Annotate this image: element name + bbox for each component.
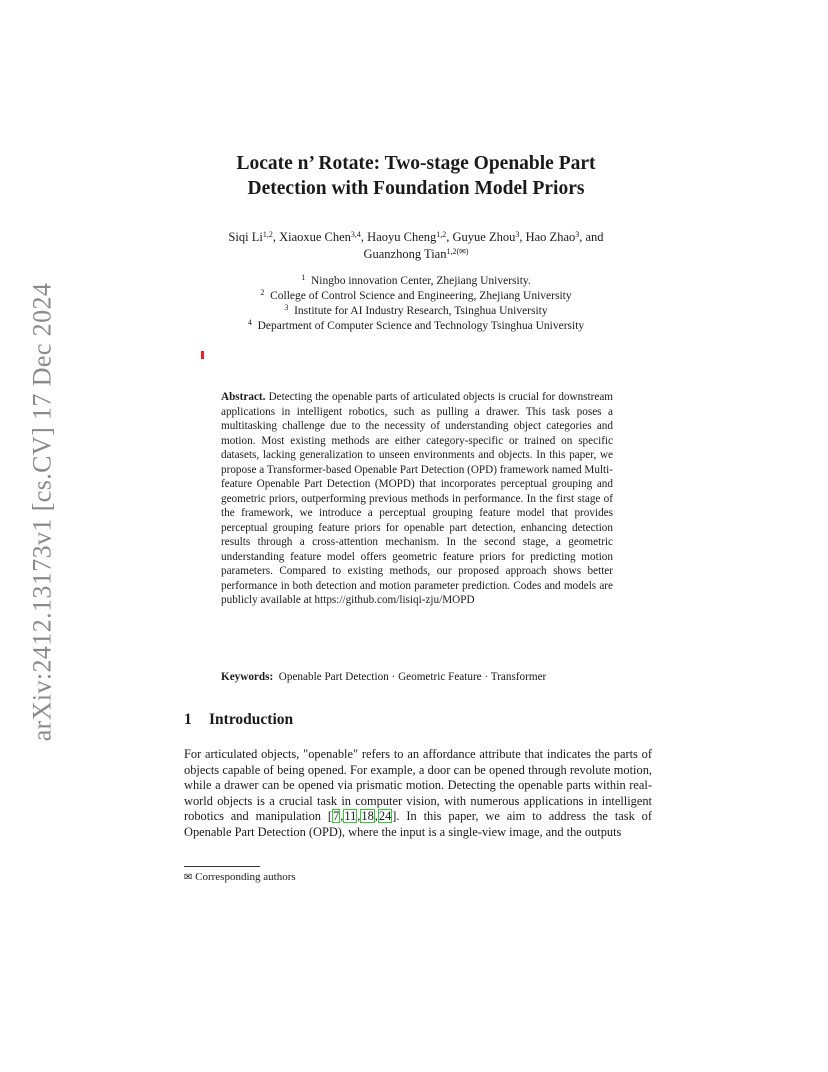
author-name: Xiaoxue Chen <box>279 230 351 244</box>
affiliation-item <box>150 274 682 289</box>
mail-icon: ✉ <box>184 872 193 883</box>
abstract <box>221 390 613 608</box>
author-affil-sup: 3 <box>515 230 520 239</box>
keywords-text: Openable Part Detection · Geometric Feature · Transformer <box>278 671 547 683</box>
author-separator: , <box>360 230 368 244</box>
arxiv-identifier-text: arXiv:2412.13173v1 [cs.CV] 17 Dec 2024 <box>27 282 57 742</box>
author-name: Guyue Zhou <box>452 230 516 244</box>
paper-title <box>140 151 692 201</box>
author-name: Hao Zhao <box>525 230 576 244</box>
affiliation-text: Department of Computer Science and Technology Tsinghua University <box>257 320 585 332</box>
author-separator: , <box>446 230 453 244</box>
author-list <box>160 229 672 263</box>
keywords <box>221 670 621 685</box>
footnote <box>184 871 296 883</box>
keywords-label: Keywords: <box>221 671 274 683</box>
author-separator: , <box>519 230 526 244</box>
citation-link[interactable]: 24 <box>378 809 392 824</box>
author-affil-sup: 3,4 <box>350 230 361 239</box>
author-affil-sup: 3 <box>575 230 580 239</box>
abstract-text: Detecting the openable parts of articulated objects is crucial for downstream applications in intelligent robotics, such as pulling a drawer. This task poses a multitasking challenge due to the necessity of understanding object categories and motion. Most existing methods are either category-specific or trained on specific datasets, lacking generalization to unseen environments and objects. In this paper, we propose a Transformer-based Openable Part Detection (OPD) framework named Multi-feature Openable Part Detection (MOPD) that incorporates perceptual grouping and geometric priors, outperforming previous methods in performance. In the first stage of the framework, we introduce a perceptual grouping feature model that provides perceptual grouping feature priors for openable part detection, enhancing detection results through a cross-attention mechanism. In the second stage, a geometric understanding feature model offers geometric feature priors for predicting motion parameters. Compared to existing methods, our proposed approach shows better performance in both detection and motion parameter prediction. Codes and models are publicly available at https://github.com/lisiqi-zju/MOPD <box>221 391 614 606</box>
section-number: 1 <box>184 711 192 728</box>
author-affil-sup: 1,2 <box>436 230 447 239</box>
section-title: Introduction <box>209 711 294 728</box>
author-affil-sup: 1,2(✉) <box>446 247 469 256</box>
arxiv-identifier <box>20 262 64 762</box>
intro-text-part2: . In this paper, we aim to address the task of Openable Part Detection (OPD), where the input is a single-view image, and the outputs <box>184 809 652 839</box>
author-line-2 <box>160 246 672 263</box>
affiliation-list <box>150 274 682 334</box>
citation-link[interactable]: 11 <box>344 809 357 824</box>
citation-link[interactable]: 18 <box>361 809 374 824</box>
author-separator: , <box>272 230 280 244</box>
author-name: Haoyu Cheng <box>367 230 437 244</box>
author-name: Guanzhong Tian <box>363 247 447 261</box>
author-separator: , and <box>579 230 604 244</box>
affiliation-text: Ningbo innovation Center, Zhejiang University. <box>310 275 531 287</box>
author-line-1 <box>160 229 672 246</box>
section-heading <box>184 711 293 729</box>
affiliation-item <box>150 289 682 304</box>
title-line-2: Detection with Foundation Model Priors <box>247 178 585 199</box>
affiliation-number: 2 <box>260 288 265 297</box>
author-name: Siqi Li <box>228 230 263 244</box>
affiliation-text: Institute for AI Industry Research, Tsinghua University <box>294 305 548 317</box>
affiliation-number: 4 <box>247 318 252 327</box>
footnote-text: Corresponding authors <box>195 871 296 883</box>
author-affil-sup: 1,2 <box>262 230 273 239</box>
affiliation-number: 3 <box>284 303 289 312</box>
affiliation-item <box>150 304 682 319</box>
footnote-rule <box>184 866 260 867</box>
affiliation-number: 1 <box>301 273 306 282</box>
title-line-1: Locate n’ Rotate: Two-stage Openable Part <box>236 153 596 174</box>
intro-paragraph: For articulated objects, "openable" refers to an affordance attribute that indicates the parts of objects capable of being opened. For example, a door can be opened through revolute motion, while a drawer can be opened via prismatic motion. Detecting the openable parts within real-world objects is a crucial task in computer vision, with numerous applications in intelligent robotics and manipulation [7,11,18,24]. In this paper, we aim to address the task of Openable Part Detection (OPD), where the input is a single-view image, and the outputs <box>184 747 652 839</box>
citation-link[interactable]: 7 <box>333 809 340 824</box>
affiliation-item <box>150 319 682 334</box>
affiliation-text: College of Control Science and Engineering, Zhejiang University <box>270 290 572 302</box>
red-marker <box>201 351 204 359</box>
intro-text-part1: For articulated objects, "openable" refers to an affordance attribute that indicates the parts of objects capable of being opened. For example, a door can be opened through revolute motion, while a drawer can be opened via prismatic motion. Detecting the openable parts within real-world objects is a crucial task in computer vision, with numerous applications in intelligent robotics and manipulation <box>184 747 652 824</box>
abstract-label: Abstract. <box>221 391 266 403</box>
